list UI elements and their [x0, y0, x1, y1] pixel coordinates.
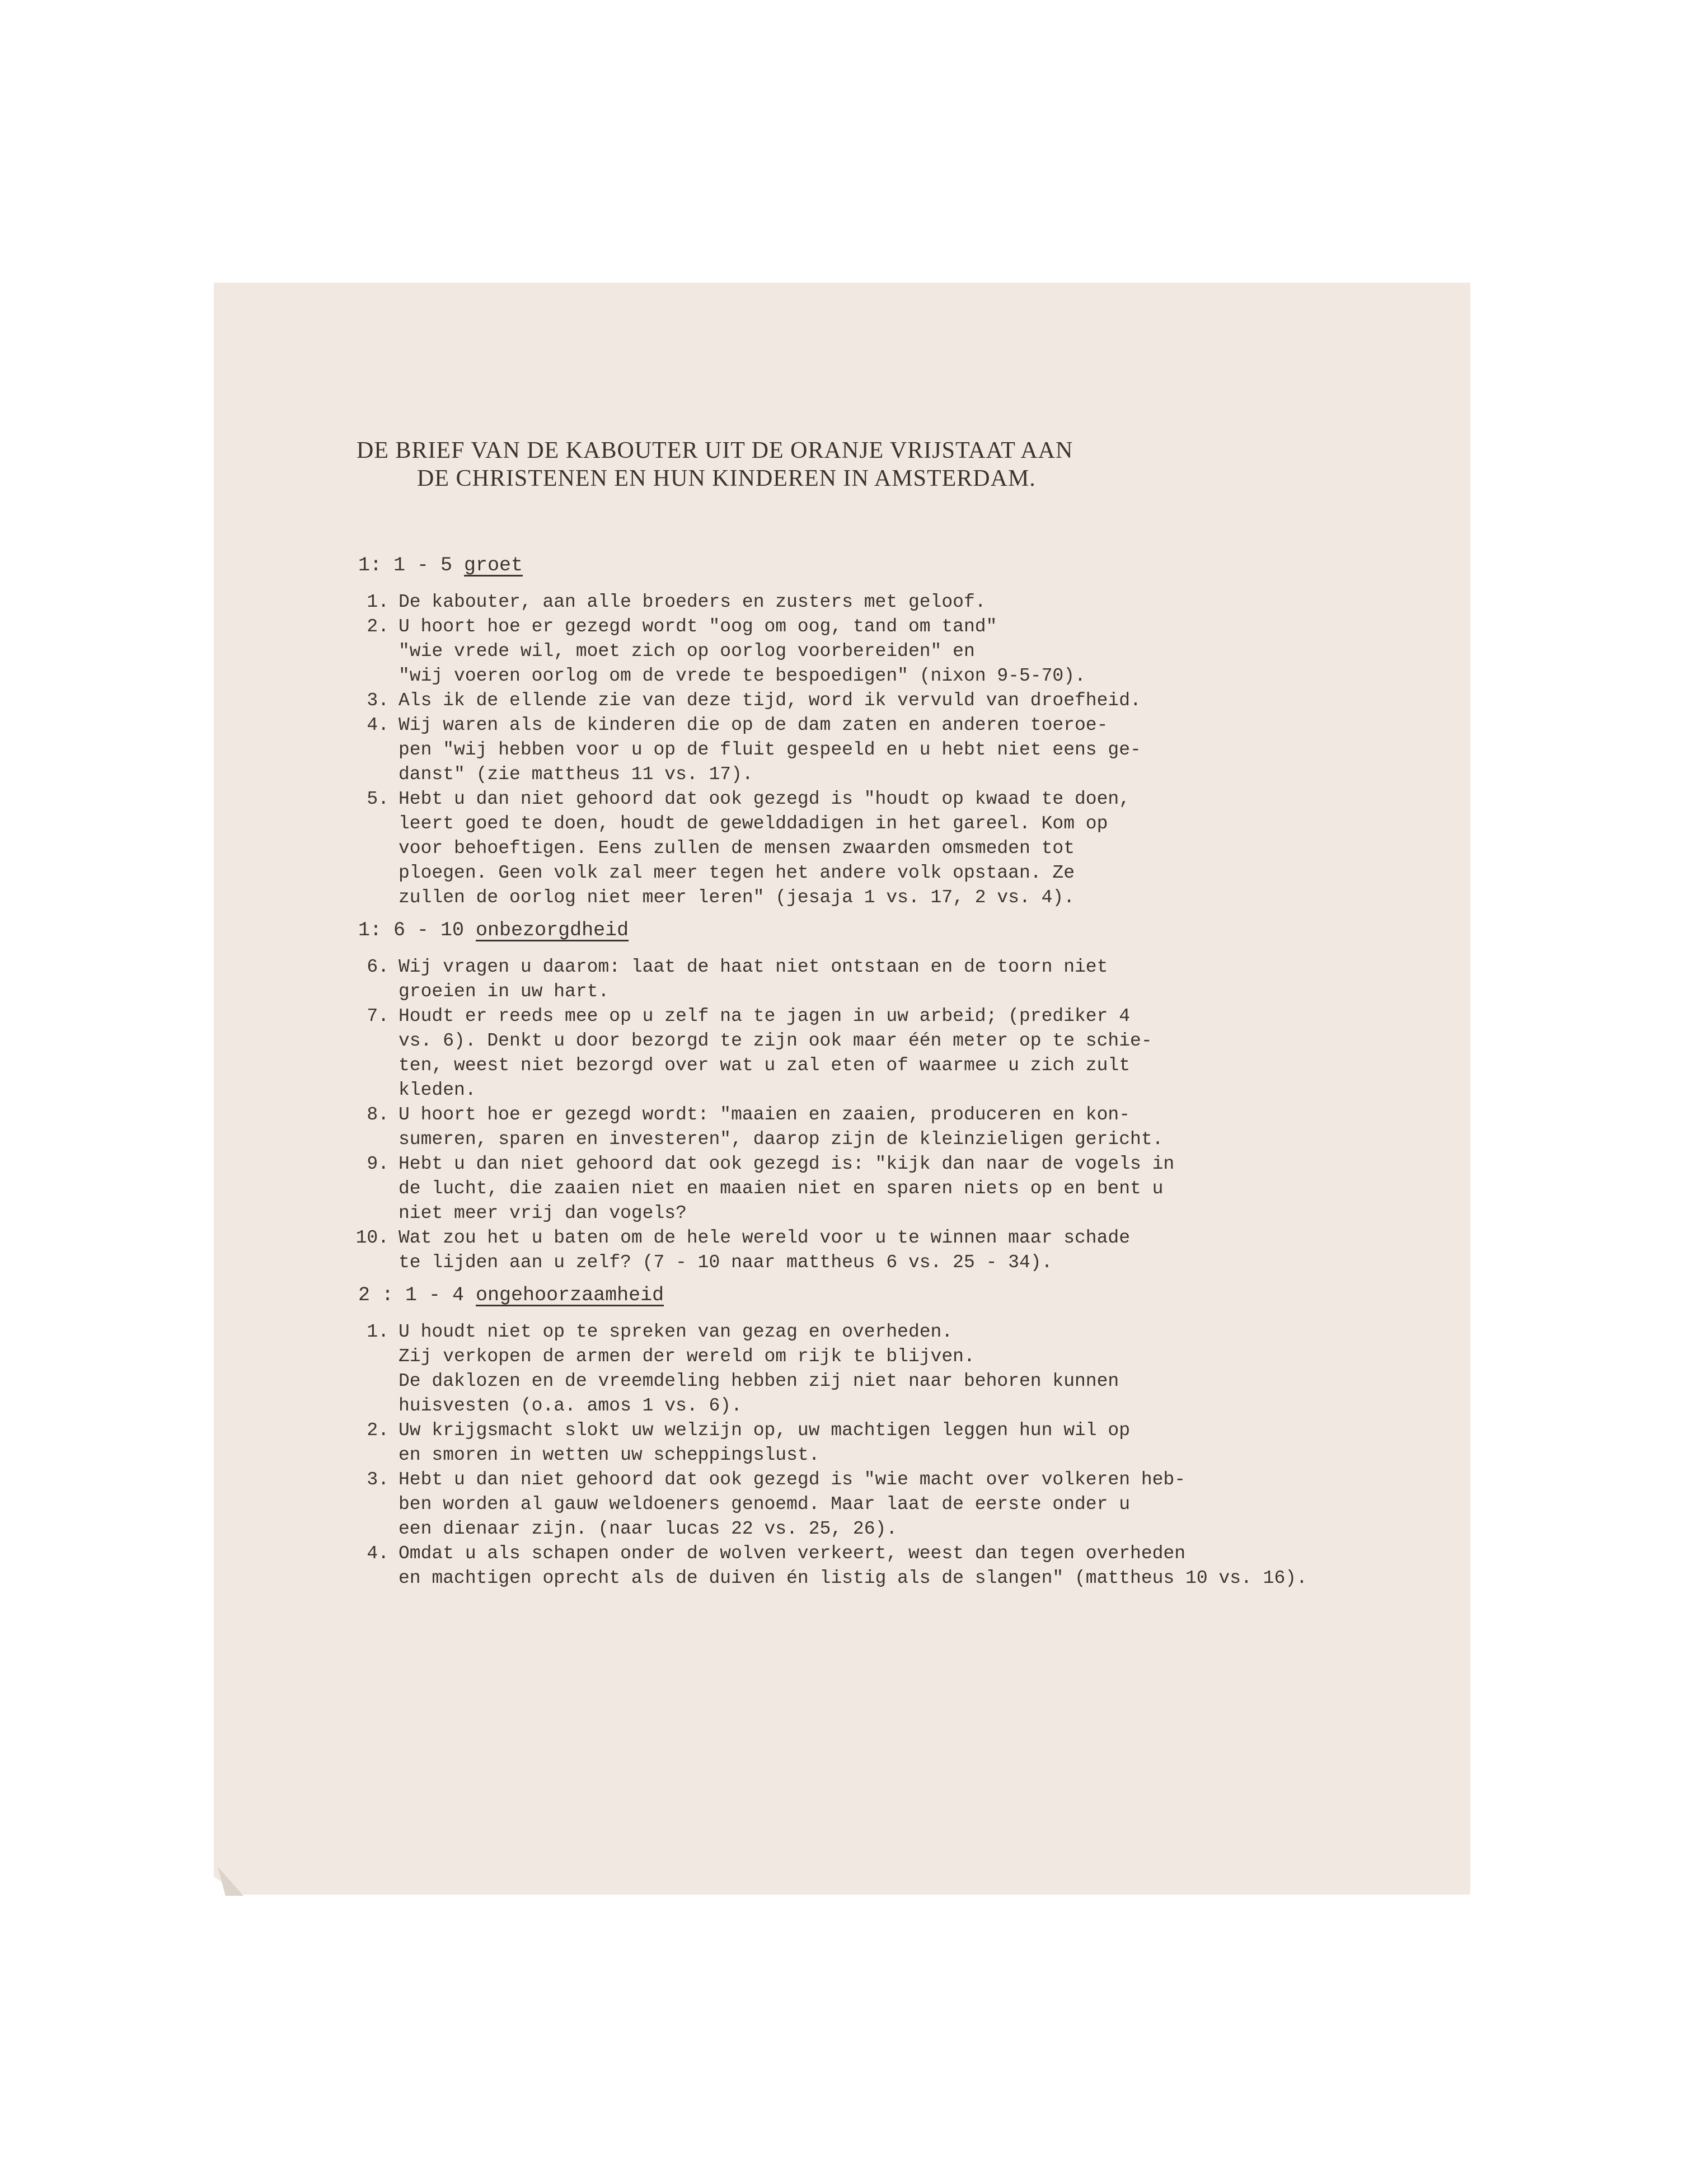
item-number: 5. — [367, 789, 389, 809]
list-item — [336, 1226, 1399, 1275]
item-line: Omdat u als schapen onder de wolven verkeert, weest dan tegen overheden — [399, 1543, 1186, 1564]
item-number: 4. — [367, 715, 389, 735]
item-number: 7. — [367, 1006, 389, 1027]
item-line: ploegen. Geen volk zal meer tegen het andere volk opstaan. Ze — [399, 863, 1075, 883]
letter-text — [336, 437, 1399, 1591]
item-line: Wat zou het u baten om de hele wereld voor u te winnen maar schade — [399, 1227, 1131, 1248]
item-number: 8. — [367, 1104, 389, 1125]
item-line: pen "wij hebben voor u op de fluit gespeeld en u hebt niet eens ge- — [399, 739, 1141, 760]
item-number: 1. — [367, 1321, 389, 1342]
title-line-1: DE BRIEF VAN DE KABOUTER UIT DE ORANJE VRIJSTAAT AAN — [357, 438, 1073, 463]
section-ref: 2 : 1 - 4 — [358, 1284, 476, 1306]
list-item — [336, 1541, 1399, 1591]
list-item — [336, 1004, 1399, 1103]
item-line: Wij waren als de kinderen die op de dam zaten en anderen toeroe- — [399, 715, 1108, 735]
item-number: 3. — [367, 1469, 389, 1490]
section-heading — [358, 553, 1399, 578]
section-ref: 1: 1 - 5 — [358, 554, 465, 577]
document-title — [336, 437, 1399, 493]
section-heading — [358, 918, 1399, 943]
list-item — [336, 1418, 1399, 1468]
item-number: 6. — [367, 957, 389, 977]
item-line: voor behoeftigen. Eens zullen de mensen zwaarden omsmeden tot — [399, 838, 1075, 859]
item-line: en smoren in wetten uw scheppingslust. — [399, 1445, 820, 1465]
item-number: 1. — [367, 592, 389, 612]
section-items — [336, 1320, 1399, 1591]
item-line: "wie vrede wil, moet zich op oorlog voorbereiden" en — [399, 641, 975, 662]
item-line: niet meer vrij dan vogels? — [399, 1203, 687, 1224]
item-line: "wij voeren oorlog om de vrede te bespoedigen" (nixon 9-5-70). — [399, 665, 1086, 686]
item-line: de lucht, die zaaien niet en maaien niet en sparen niets op en bent u — [399, 1178, 1164, 1199]
item-line: een dienaar zijn. (naar lucas 22 vs. 25, 26). — [399, 1519, 898, 1539]
item-line: leert goed te doen, houdt de gewelddadigen in het gareel. Kom op — [399, 813, 1108, 834]
item-line: U houdt niet op te spreken van gezag en overheden. — [399, 1321, 953, 1342]
item-line: huisvesten (o.a. amos 1 vs. 6). — [399, 1395, 742, 1416]
item-line: Uw krijgsmacht slokt uw welzijn op, uw machtigen leggen hun wil op — [399, 1420, 1131, 1441]
item-line: Hebt u dan niet gehoord dat ook gezegd is "houdt op kwaad te doen, — [399, 789, 1131, 809]
item-line: Houdt er reeds mee op u zelf na te jagen in uw arbeid; (prediker 4 — [399, 1006, 1131, 1027]
item-number: 10. — [355, 1227, 389, 1248]
item-line: sumeren, sparen en investeren", daarop zijn de kleinzieligen gericht. — [399, 1129, 1164, 1150]
item-line: groeien in uw hart. — [399, 981, 610, 1002]
item-line: danst" (zie mattheus 11 vs. 17). — [399, 764, 753, 785]
item-line: U hoort hoe er gezegd wordt: "maaien en zaaien, produceren en kon- — [399, 1104, 1131, 1125]
item-line: Zij verkopen de armen der wereld om rijk te blijven. — [399, 1346, 975, 1367]
section-heading — [358, 1283, 1399, 1307]
section-title: groet — [464, 554, 523, 577]
item-line: zullen de oorlog niet meer leren" (jesaja 1 vs. 17, 2 vs. 4). — [399, 887, 1075, 908]
list-item — [336, 1468, 1399, 1541]
list-item — [336, 1320, 1399, 1418]
item-number: 2. — [367, 1420, 389, 1441]
item-line: U hoort hoe er gezegd wordt "oog om oog, tand om tand" — [399, 616, 997, 637]
item-line: ben worden al gauw weldoeners genoemd. Maar laat de eerste onder u — [399, 1494, 1131, 1515]
list-item — [336, 1103, 1399, 1152]
list-item — [336, 688, 1399, 713]
item-number: 9. — [367, 1154, 389, 1174]
item-line: kleden. — [399, 1080, 476, 1100]
item-line: Wij vragen u daarom: laat de haat niet ontstaan en de toorn niet — [399, 957, 1108, 977]
item-line: te lijden aan u zelf? (7 - 10 naar mattheus 6 vs. 25 - 34). — [399, 1252, 1053, 1273]
section-ref: 1: 6 - 10 — [358, 919, 476, 941]
item-line: Hebt u dan niet gehoord dat ook gezegd is "wie macht over volkeren heb- — [399, 1469, 1186, 1490]
list-item — [336, 615, 1399, 688]
item-line: De kabouter, aan alle broeders en zusters met geloof. — [399, 592, 986, 612]
section-items — [336, 590, 1399, 910]
list-item — [336, 713, 1399, 787]
item-number: 4. — [367, 1543, 389, 1564]
section-items — [336, 955, 1399, 1275]
item-line: en machtigen oprecht als de duiven én listig als de slangen" (mattheus 10 vs. 16). — [399, 1568, 1307, 1588]
title-line-2: DE CHRISTENEN EN HUN KINDEREN IN AMSTERDAM. — [417, 466, 1036, 491]
list-item — [336, 590, 1399, 615]
section-title: ongehoorzaamheid — [476, 1284, 664, 1306]
list-item — [336, 1152, 1399, 1226]
item-line: vs. 6). Denkt u door bezorgd te zijn ook maar één meter op te schie- — [399, 1030, 1152, 1051]
item-number: 3. — [367, 690, 389, 711]
list-item — [336, 787, 1399, 910]
section-title: onbezorgdheid — [476, 919, 629, 941]
item-line: De daklozen en de vreemdeling hebben zij niet naar behoren kunnen — [399, 1371, 1119, 1391]
list-item — [336, 955, 1399, 1004]
item-line: Hebt u dan niet gehoord dat ook gezegd is: "kijk dan naar de vogels in — [399, 1154, 1175, 1174]
item-line: Als ik de ellende zie van deze tijd, word ik vervuld van droefheid. — [399, 690, 1141, 711]
item-number: 2. — [367, 616, 389, 637]
item-line: ten, weest niet bezorgd over wat u zal eten of waarmee u zich zult — [399, 1055, 1131, 1076]
